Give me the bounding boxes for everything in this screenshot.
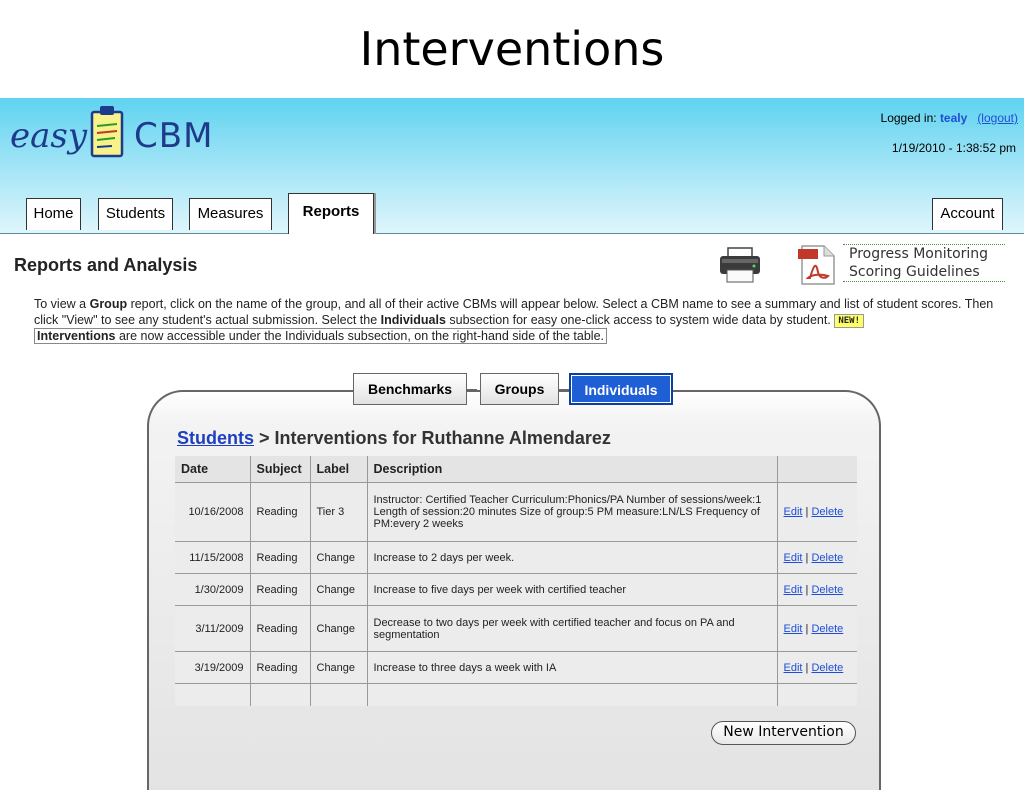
row-label: Tier 3: [310, 483, 367, 542]
logout-link[interactable]: (logout): [977, 111, 1018, 125]
separator: |: [805, 506, 809, 518]
row-date: 11/15/2008: [175, 542, 250, 574]
table-row: [175, 606, 857, 652]
logo-text-easy: easy: [10, 116, 88, 156]
separator: |: [805, 551, 809, 564]
logged-in-label: Logged in:: [880, 111, 937, 125]
easycbm-app: [0, 98, 1024, 768]
row-description: Instructor: Certified Teacher Curriculum:Phonics/PA Number of sessions/week:1 Length of session:20 minutes Size of group:5 PM measure:LN/LS Frequency of PM:every 2 weeks: [367, 483, 777, 542]
edit-link[interactable]: Edit: [783, 551, 803, 564]
subtab-individuals[interactable]: Individuals: [569, 373, 673, 405]
row-subject: Reading: [250, 542, 310, 574]
interventions-heading: [177, 428, 611, 449]
row-description: Increase to three days a week with IA: [367, 652, 777, 684]
row-actions: [777, 652, 857, 684]
table-row-empty: [175, 684, 857, 706]
row-subject: Reading: [250, 574, 310, 606]
row-date: 10/16/2008: [175, 483, 250, 542]
clipboard-icon: [88, 102, 128, 167]
separator: |: [805, 661, 809, 674]
row-description: Increase to five days per week with certified teacher: [367, 574, 777, 606]
edit-link[interactable]: Edit: [783, 583, 803, 596]
row-label: Change: [310, 606, 367, 652]
edit-link[interactable]: Edit: [783, 622, 803, 635]
empty-cell: [367, 684, 777, 706]
empty-cell: [310, 684, 367, 706]
empty-cell: [250, 684, 310, 706]
empty-cell: [175, 684, 250, 706]
delete-link[interactable]: Delete: [811, 506, 844, 518]
pm-guide-line-1: Progress Monitoring: [849, 246, 989, 262]
row-actions: [777, 574, 857, 606]
pm-guide-line-2: Scoring Guidelines: [849, 264, 980, 280]
interventions-notice: [34, 328, 607, 344]
row-date: 1/30/2009: [175, 574, 250, 606]
row-date: 3/19/2009: [175, 652, 250, 684]
row-description: Decrease to two days per week with certified teacher and focus on PA and segmentation: [367, 606, 777, 652]
row-description: Increase to 2 days per week.: [367, 542, 777, 574]
intro-text: [34, 296, 994, 344]
tab-account[interactable]: Account: [932, 198, 1003, 230]
delete-link[interactable]: Delete: [811, 583, 844, 596]
separator: |: [805, 622, 809, 635]
row-label: Change: [310, 652, 367, 684]
delete-link[interactable]: Delete: [811, 551, 844, 564]
edit-link[interactable]: Edit: [783, 506, 803, 518]
new-intervention-button[interactable]: New Intervention: [711, 721, 856, 745]
edit-link[interactable]: Edit: [783, 661, 803, 674]
subtab-groups[interactable]: Groups: [480, 373, 559, 405]
new-badge: NEW!: [834, 314, 864, 328]
interventions-table: [175, 456, 857, 706]
slide-title: Interventions: [359, 22, 665, 76]
column-header-date: Date: [175, 456, 250, 483]
tab-reports[interactable]: Reports: [288, 193, 374, 234]
tab-students[interactable]: Students: [98, 198, 173, 230]
row-actions: [777, 606, 857, 652]
intro-part-4: are now accessible under the Individuals subsection, on the right-hand side of the table.: [115, 329, 605, 343]
row-subject: Reading: [250, 483, 310, 542]
table-row: [175, 574, 857, 606]
separator: |: [805, 583, 809, 596]
table-row: [175, 652, 857, 684]
subtab-divider: [467, 389, 477, 390]
app-header: [0, 98, 1024, 234]
interventions-heading-text: > Interventions for Ruthanne Almendarez: [254, 428, 611, 448]
delete-link[interactable]: Delete: [811, 622, 844, 635]
intro-interventions-bold: Interventions: [37, 329, 116, 343]
login-status: [881, 110, 1018, 126]
row-subject: Reading: [250, 652, 310, 684]
table-header-row: [175, 456, 857, 483]
intro-part-2: report, click on the name of the group, and all of their active CBMs will appear below. Select a CBM name to see a summary and list of student scores. Then click "View" to see any student's actual submission. Select the: [34, 297, 994, 327]
row-date: 3/11/2009: [175, 606, 250, 652]
row-label: Change: [310, 542, 367, 574]
column-header-label: Label: [310, 456, 367, 483]
subtab-divider: [559, 389, 569, 390]
username: tealy: [939, 111, 968, 125]
page-title: Reports and Analysis: [14, 255, 198, 275]
empty-cell: [777, 684, 857, 706]
current-datetime: 1/19/2010 - 1:38:52 pm: [891, 141, 1016, 155]
delete-link[interactable]: Delete: [811, 661, 844, 674]
column-header-subject: Subject: [250, 456, 310, 483]
row-actions: [777, 483, 857, 542]
subtab-benchmarks[interactable]: Benchmarks: [353, 373, 467, 405]
logo-text-cbm: CBM: [134, 116, 214, 156]
row-label: Change: [310, 574, 367, 606]
row-actions: [777, 542, 857, 574]
intro-group-bold: Group: [89, 297, 128, 311]
table-row: [175, 542, 857, 574]
students-breadcrumb-link[interactable]: Students: [177, 428, 255, 448]
column-header-actions: [777, 456, 857, 483]
tab-measures[interactable]: Measures: [189, 198, 272, 230]
column-header-description: Description: [367, 456, 777, 483]
printer-icon[interactable]: [718, 246, 762, 289]
tab-home[interactable]: Home: [26, 198, 81, 230]
pdf-icon[interactable]: [796, 244, 838, 291]
intro-part-3: subsection for easy one-click access to system wide data by student.: [445, 313, 835, 327]
intro-part-1: To view a: [34, 297, 90, 311]
progress-monitoring-guidelines-link[interactable]: [843, 244, 1005, 282]
row-subject: Reading: [250, 606, 310, 652]
intro-individuals-bold: Individuals: [380, 313, 446, 327]
table-row: [175, 483, 857, 542]
